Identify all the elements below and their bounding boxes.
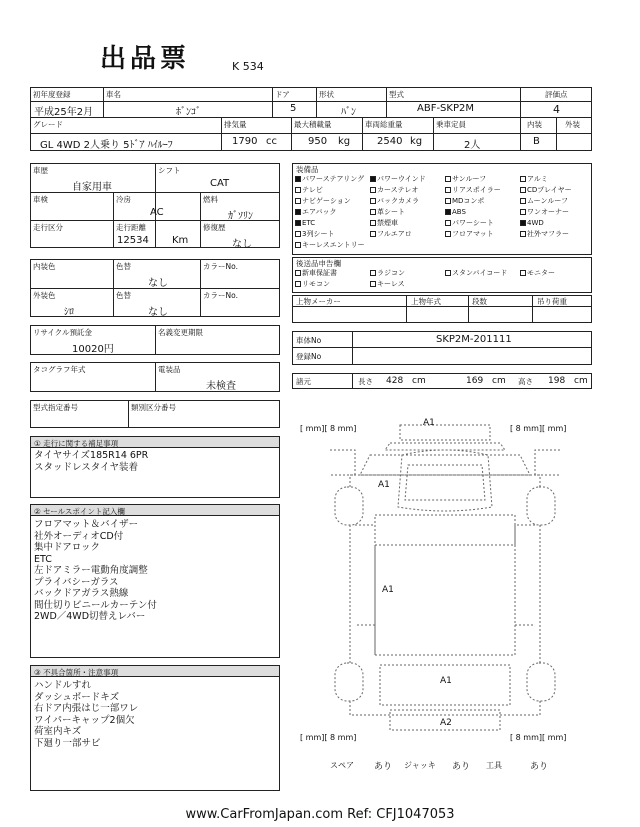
- maker-label: 上物メーカー: [296, 297, 341, 306]
- unchecked-box-icon: [370, 198, 376, 204]
- unchecked-box-icon: [445, 270, 451, 276]
- equipment-item: [370, 174, 426, 184]
- car-name-value: ﾎﾞﾝｺﾞ: [176, 107, 201, 118]
- equipment-item: [295, 229, 334, 239]
- equipment-item-label: アルミ: [527, 175, 548, 183]
- equipment-item-label: CDプレイヤー: [527, 186, 572, 194]
- shift-value: CAT: [210, 178, 230, 189]
- equipment-item-label: フルエアロ: [377, 230, 412, 238]
- list-item: タイヤサイズ185R14 6PR: [34, 450, 149, 461]
- score-label: 評価点: [545, 90, 568, 99]
- list-item: フロアマット＆バイザー: [34, 519, 139, 530]
- equipment-item-label: テレビ: [302, 186, 323, 194]
- equipment-item: [295, 196, 351, 206]
- interior-value: B: [533, 136, 540, 147]
- equipment-item-label: 4WD: [527, 219, 544, 227]
- equipment-item-label: 革シート: [377, 208, 405, 216]
- unchecked-box-icon: [520, 209, 526, 215]
- tread-top-left: [ mm][ 8 mm]: [300, 424, 357, 433]
- list-item: ETC: [34, 553, 52, 565]
- equipment-item: [520, 185, 572, 195]
- equipment-item: [370, 229, 412, 239]
- dimensions-table: [292, 373, 592, 389]
- mark-side-upper: A1: [378, 480, 390, 490]
- equipment-item: [295, 268, 337, 278]
- unchecked-box-icon: [520, 187, 526, 193]
- aircon-label: 冷房: [116, 195, 131, 204]
- equipment-item: [295, 207, 336, 217]
- list-item: 荷室内キズ: [34, 726, 82, 737]
- recycle-label: リサイクル預託金: [33, 328, 92, 337]
- equipment-item: [295, 174, 364, 184]
- list-item: 左ドアミラー電動角度調整: [34, 565, 148, 576]
- fuel-label: 燃料: [203, 195, 218, 204]
- chassis-label: 車体No: [296, 336, 322, 345]
- model-value: ABF-SKP2M: [417, 103, 474, 114]
- shape-value: ﾊﾞﾝ: [341, 107, 356, 118]
- list-item: バックドアガラス熱線: [34, 588, 129, 599]
- unchecked-box-icon: [370, 220, 376, 226]
- equipment-item-label: ETC: [302, 219, 316, 227]
- mileage-value: 12534: [117, 235, 149, 246]
- unchecked-box-icon: [445, 231, 451, 237]
- unchecked-box-icon: [370, 281, 376, 287]
- ext-tone-value: なし: [148, 307, 168, 318]
- repair-label: 修復歴: [203, 223, 226, 232]
- equipment-item: [295, 185, 323, 195]
- docs-title: 後送品申告欄: [296, 259, 341, 268]
- checked-box-icon: [445, 209, 451, 215]
- tools-label: 工具: [486, 761, 502, 770]
- equipment-item-label: キーレスエントリー: [302, 241, 365, 249]
- equipment-item-label: キーレス: [377, 280, 405, 288]
- mark-rear: A2: [440, 718, 452, 728]
- checked-box-icon: [520, 220, 526, 226]
- tools-value: あり: [530, 762, 549, 772]
- sales-points-list: [34, 519, 157, 623]
- equipment-item-label: パワーステアリング: [302, 175, 365, 183]
- unchecked-box-icon: [445, 220, 451, 226]
- first-reg-value: 平成25年2月: [34, 107, 94, 118]
- equipment-item: [445, 185, 501, 195]
- jack-value: あり: [452, 762, 471, 772]
- chassis-value: SKP2M-201111: [436, 334, 512, 345]
- tacho-label: タコグラフ年式: [33, 365, 86, 374]
- mark-side-middle: A1: [382, 585, 394, 595]
- checked-box-icon: [295, 209, 301, 215]
- height-unit: cm: [574, 376, 588, 386]
- equipment-item: [370, 207, 405, 217]
- lift-label: 吊り荷重: [537, 297, 567, 306]
- equipment-item-label: バックカメラ: [377, 197, 419, 205]
- equipment-item: [520, 229, 569, 239]
- list-item: 右ドア内張はじ一部ワレ: [34, 703, 139, 714]
- list-item: ワイパーキャップ2個欠: [34, 714, 135, 726]
- lot-number: K 534: [232, 60, 264, 73]
- unchecked-box-icon: [295, 198, 301, 204]
- type-no-label: 型式指定番号: [33, 403, 78, 412]
- repair-value: なし: [232, 239, 252, 250]
- equipment-item-label: ABS: [452, 208, 466, 216]
- spare-label: スペア: [330, 761, 354, 770]
- equipment-item-label: エアバック: [302, 208, 337, 216]
- length-unit: cm: [412, 376, 426, 386]
- grade-label: グレード: [33, 120, 63, 129]
- equipment-item: [370, 218, 398, 228]
- ext-tone-label: 色替: [116, 291, 131, 300]
- equipment-item-label: ナビゲーション: [302, 197, 351, 205]
- unchecked-box-icon: [295, 187, 301, 193]
- length-value: 428: [386, 376, 404, 386]
- shift-label: シフト: [158, 166, 181, 175]
- length-label: 長さ: [358, 377, 373, 386]
- defects-title: ③ 不具合箇所・注意事項: [34, 668, 119, 677]
- list-item: スタッドレスタイヤ装着: [34, 461, 139, 473]
- ext-colorno-label: カラーNo.: [203, 291, 238, 300]
- equipment-item: [445, 218, 494, 228]
- exterior-label: 外装: [565, 120, 580, 129]
- equipment-item: [445, 196, 484, 206]
- capacity-value: 2人: [464, 140, 481, 151]
- run-notes-list: [34, 450, 148, 473]
- unchecked-box-icon: [295, 242, 301, 248]
- displacement-label: 排気量: [224, 120, 247, 129]
- equipment-item: [445, 207, 466, 217]
- equipment-item: [295, 240, 365, 250]
- unchecked-box-icon: [295, 281, 301, 287]
- equipment-item-label: サンルーフ: [452, 175, 487, 183]
- tread-bottom-right: [ 8 mm][ mm]: [510, 733, 567, 742]
- equipment-item: [295, 279, 330, 289]
- list-item: 社外オーディオCD付: [34, 530, 124, 542]
- gross-weight-value: 2540: [377, 136, 403, 147]
- checked-box-icon: [295, 220, 301, 226]
- car-diagram: [330, 415, 560, 740]
- mark-side-lower: A1: [440, 676, 452, 686]
- int-tone-label: 色替: [116, 262, 131, 271]
- unchecked-box-icon: [370, 231, 376, 237]
- history-value: 自家用車: [72, 182, 112, 193]
- equipment-item: [445, 268, 507, 278]
- doors-label: ドア: [275, 90, 290, 99]
- unchecked-box-icon: [520, 231, 526, 237]
- equipment-item: [370, 196, 419, 206]
- displacement-unit: cc: [266, 136, 277, 147]
- gross-weight-label: 車両総重量: [365, 120, 403, 129]
- list-item: ハンドルすれ: [34, 680, 92, 691]
- height-label: 高さ: [518, 377, 533, 386]
- unchecked-box-icon: [295, 270, 301, 276]
- int-colorno-label: カラーNo.: [203, 262, 238, 271]
- history-label: 車歴: [33, 166, 48, 175]
- jack-label: ジャッキ: [404, 761, 436, 770]
- upper-year-label: 上物年式: [411, 297, 441, 306]
- list-item: 間仕切りビニールカーテン付: [34, 599, 157, 611]
- equipment-item-label: リアスポイラー: [452, 186, 501, 194]
- unchecked-box-icon: [370, 187, 376, 193]
- unchecked-box-icon: [445, 176, 451, 182]
- mileage-unit: Km: [172, 235, 189, 246]
- interior-label: 内装: [527, 120, 542, 129]
- coupon-value: 未検査: [206, 381, 236, 392]
- list-item: プライバシーガラス: [34, 576, 119, 588]
- max-load-value: 950: [308, 136, 328, 147]
- unchecked-box-icon: [370, 209, 376, 215]
- unchecked-box-icon: [520, 270, 526, 276]
- equipment-item-label: 禁煙車: [377, 219, 398, 227]
- ext-color-label: 外装色: [33, 291, 56, 300]
- list-item: 2WD／4WD切替えレバー: [34, 611, 146, 622]
- class-no-label: 類別区分番号: [131, 403, 176, 412]
- page-title: 出品票: [100, 44, 191, 74]
- equipment-item-label: パワーウインド: [377, 175, 426, 183]
- equipment-item-label: リモコン: [302, 280, 330, 288]
- equipment-item: [370, 279, 405, 289]
- equipment-item-label: スタンバイコード: [452, 269, 508, 277]
- equipment-item-label: 社外マフラー: [527, 230, 569, 238]
- equipment-item: [445, 174, 486, 184]
- equipment-item-label: モニター: [527, 269, 555, 277]
- equipment-item-label: パワーシート: [452, 219, 494, 227]
- fuel-value: ｶﾞｿﾘﾝ: [228, 211, 253, 222]
- checked-box-icon: [370, 176, 376, 182]
- model-label: 型式: [389, 90, 404, 99]
- equipment-item-label: ムーンルーフ: [527, 197, 568, 205]
- tread-top-right: [ 8 mm][ mm]: [510, 424, 567, 433]
- unchecked-box-icon: [295, 231, 301, 237]
- unchecked-box-icon: [445, 187, 451, 193]
- equipment-item: [520, 174, 548, 184]
- int-color-label: 内装色: [33, 262, 56, 271]
- list-item: ダッシュボードキズ: [34, 691, 120, 703]
- reg-label: 登録No: [296, 352, 322, 361]
- mileage-label: 走行距離: [116, 223, 146, 232]
- equipment-item-label: ワンオーナー: [527, 208, 569, 216]
- equipment-item: [520, 218, 544, 228]
- doors-value: 5: [290, 103, 297, 114]
- inspection-label: 車検: [33, 195, 48, 204]
- name-change-label: 名義変更期限: [158, 328, 203, 337]
- equipment-title: 装備品: [296, 165, 319, 174]
- gross-weight-unit: kg: [410, 136, 423, 147]
- sales-points-title: ② セールスポイント記入欄: [34, 507, 125, 516]
- equipment-item: [520, 196, 568, 206]
- unchecked-box-icon: [520, 176, 526, 182]
- coupon-label: 電装品: [158, 365, 181, 374]
- dims-label: 諸元: [296, 377, 311, 386]
- shape-label: 形状: [319, 90, 334, 99]
- equipment-item: [445, 229, 494, 239]
- first-reg-label: 初年度登録: [33, 90, 71, 99]
- equipment-item: [370, 268, 405, 278]
- equipment-item-label: 新車保証書: [302, 269, 337, 277]
- list-item: 下廻り一部サビ: [34, 737, 101, 749]
- equipment-item-label: ラジコン: [377, 269, 405, 277]
- unchecked-box-icon: [445, 198, 451, 204]
- unchecked-box-icon: [520, 198, 526, 204]
- steps-label: 段数: [472, 297, 487, 306]
- equipment-item: [520, 268, 555, 278]
- equipment-item-label: フロアマット: [452, 230, 494, 238]
- equipment-item-label: 3列シート: [302, 230, 335, 238]
- list-item: 集中ドアロック: [34, 542, 101, 553]
- grade-value: GL 4WD 2人乗り 5ﾄﾞｱ ﾊｲﾙｰﾌ: [40, 140, 173, 151]
- capacity-label: 乗車定員: [436, 120, 466, 129]
- int-tone-value: なし: [148, 278, 168, 289]
- equipment-item: [520, 207, 569, 217]
- mileage-section-label: 走行区分: [33, 223, 63, 232]
- car-name-label: 車名: [106, 90, 121, 99]
- spare-value: あり: [374, 762, 393, 772]
- equipment-item-label: カーステレオ: [377, 186, 419, 194]
- tread-bottom-left: [ mm][ 8 mm]: [300, 733, 357, 742]
- defects-list: [34, 680, 138, 749]
- footer-reference: www.CarFromJapan.com Ref: CFJ1047053: [185, 807, 455, 822]
- equipment-item: [295, 218, 315, 228]
- max-load-unit: kg: [338, 136, 351, 147]
- width-unit: cm: [492, 376, 506, 386]
- ext-color-value: ｼﾛ: [64, 307, 74, 318]
- width-value: 169: [466, 376, 484, 386]
- checked-box-icon: [295, 176, 301, 182]
- equipment-item-label: MDコンポ: [452, 197, 485, 205]
- run-notes-title: ① 走行に関する補足事項: [34, 439, 119, 448]
- aircon-value: AC: [150, 207, 164, 218]
- unchecked-box-icon: [370, 270, 376, 276]
- equipment-item: [370, 185, 418, 195]
- displacement-value: 1790: [232, 136, 258, 147]
- max-load-label: 最大積載量: [294, 120, 332, 129]
- score-value: 4: [553, 103, 560, 116]
- mark-front: A1: [423, 418, 435, 428]
- height-value: 198: [548, 376, 566, 386]
- recycle-value: 10020円: [72, 344, 114, 355]
